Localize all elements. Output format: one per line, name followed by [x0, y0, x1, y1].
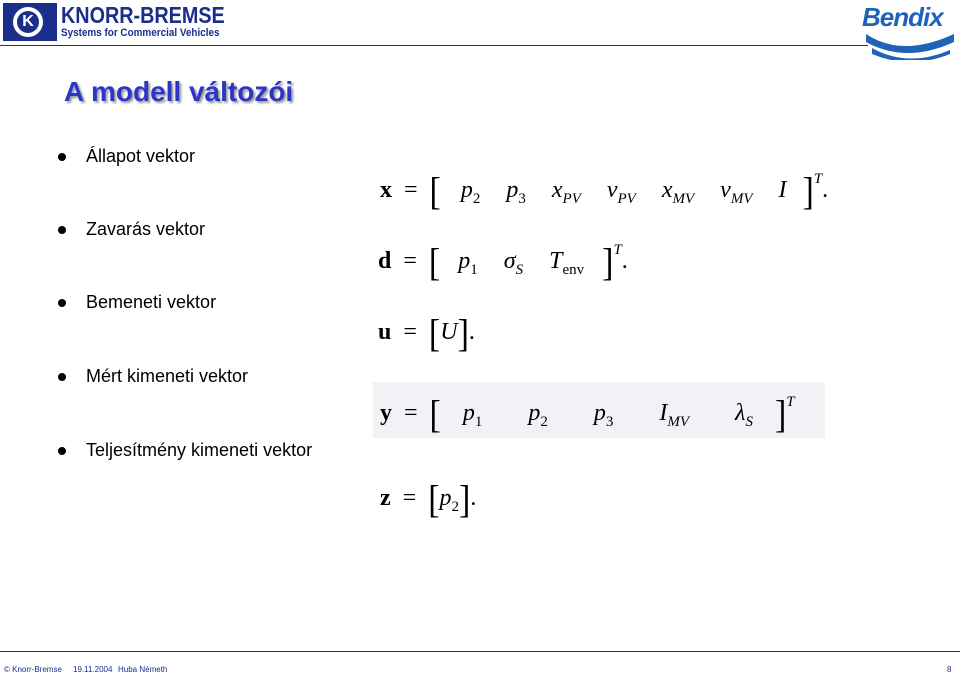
equation-input-vector: u = [U].	[378, 313, 475, 356]
bullet-item-state-vector: Állapot vektor	[58, 146, 195, 167]
bullet-dot-icon	[58, 226, 66, 234]
bendix-wordmark: Bendix	[862, 2, 943, 32]
bullet-item-performance-output-vector: Teljesítmény kimeneti vektor	[58, 440, 312, 461]
bendix-logo	[862, 2, 958, 60]
knorr-bremse-logo	[3, 2, 225, 41]
bullet-dot-icon	[58, 299, 66, 307]
footer-date: 19.11.2004	[73, 665, 113, 674]
bullet-item-input-vector: Bemeneti vektor	[58, 292, 216, 313]
company-name: KNORR-BREMSE	[61, 2, 225, 28]
bendix-swoosh-icon	[862, 28, 958, 60]
footer-divider	[0, 651, 960, 652]
bullet-item-measured-output-vector: Mért kimeneti vektor	[58, 366, 248, 387]
header-divider	[0, 45, 868, 46]
equation-measured-output-vector: y = [ $p_1$ $p_2$ $p_3$ $I_{MV}$ $\lambda_S$ ]$^T$	[380, 394, 795, 437]
bullet-dot-icon	[58, 447, 66, 455]
knorr-bremse-badge-icon: K	[3, 3, 57, 41]
bullet-dot-icon	[58, 153, 66, 161]
footer-author: Huba Németh	[118, 665, 168, 674]
slide-title: A modell változói	[64, 76, 294, 107]
equation-disturbance-vector: d = [ $p_1$ $\sigma_S$ $T_{env}$ ]$^T$.	[378, 242, 628, 285]
bullet-item-disturbance-vector: Zavarás vektor	[58, 219, 205, 240]
footer-copyright: © Knorr-Bremse	[4, 665, 62, 674]
bullet-dot-icon	[58, 373, 66, 381]
footer-page-number: 8	[947, 665, 952, 674]
company-tagline: Systems for Commercial Vehicles	[61, 27, 220, 39]
equation-state-vector: x = [ $p_2$ $p_3$ $x_{PV}$ $v_{PV}$ $x_{MV}$ $v_{MV}$ I ]$^T$.	[380, 171, 829, 214]
equation-performance-output-vector: $z = [p_2]$.	[380, 479, 477, 522]
